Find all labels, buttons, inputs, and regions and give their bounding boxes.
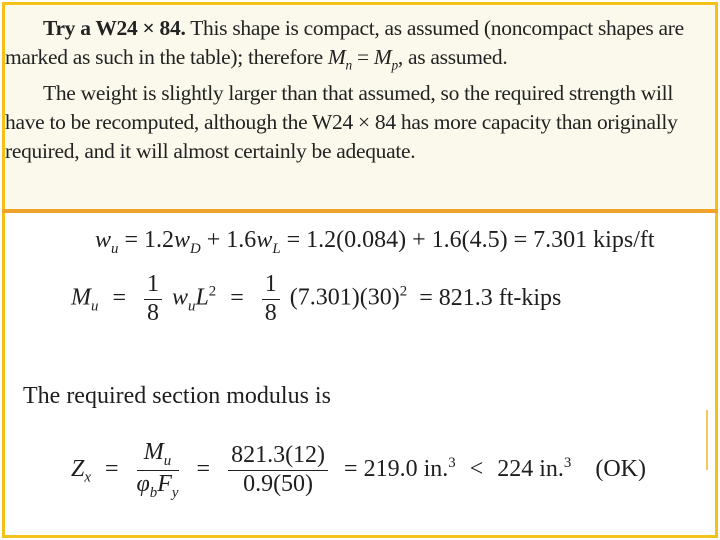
paragraph-1-body: This shape is compact, as assumed (noncompact shapes are marked as such in the table); therefore [5,16,684,69]
paragraph-1-lead: Try a W24 × 84. [43,16,186,40]
zx-symbol: Z [71,455,85,482]
span-length-symbol: L [195,284,209,311]
live-load-term: + 1.6 [206,227,257,253]
moment-equation [71,271,561,327]
equals-sign: = [230,284,244,311]
wd-subscript: D [190,240,201,257]
wu-symbol: w [95,227,112,253]
mp-subscript: p [391,57,398,73]
wl-subscript: L [272,240,281,257]
equals-sign: = [196,455,211,482]
moment-result: = 821.3 ft-kips [419,284,562,311]
equals-sign: = [104,455,119,482]
dead-load-term: = 1.2 [124,227,174,253]
one-eighth-fraction: $\frac{1}{8}$ [262,271,280,327]
mp-symbol: M [373,45,392,69]
paragraph-2: The weight is slightly larger than that assumed, so the required strength will have to be recomputed, although the W24 × 84 has more capacity than originally required, and it will almost certainly be adequate. [5,81,678,164]
factored-load-equation [95,227,655,258]
section-modulus-equation [71,439,646,502]
text-excerpt-panel [5,5,715,210]
numeric-fraction: $\frac{821.3(12)}{0.9(50)}$ [228,442,328,498]
squared-exponent: 2 [208,283,217,300]
equals-sign: = [112,284,126,311]
zx-subscript: x [84,469,91,486]
paragraph-1-end: , as assumed. [397,45,508,69]
wu-subscript: u [111,240,119,257]
one-eighth-fraction: $\frac{1}{8}$ [144,271,162,327]
squared-exponent: 2 [399,283,408,300]
moment-over-strength-fraction: $\frac{M_u}{\varphi_bF_y}$ [136,439,179,501]
paragraph-1 [5,14,715,79]
ok-check: (OK) [595,455,646,482]
moment-substitution: (7.301)(30) [289,284,400,311]
section-modulus-limit: 224 in. [497,455,564,482]
equals-sign: = [351,45,374,69]
factored-load-result: = 1.2(0.084) + 1.6(4.5) = 7.301 kips/ft [286,227,655,253]
section-modulus-statement: The required section modulus is [23,383,331,409]
less-than-sign: < [469,455,484,482]
cubed-exponent: 3 [448,454,456,471]
mu-subscript: u [91,298,99,315]
wl-symbol: w [256,227,273,253]
scan-artifact [706,410,708,470]
mn-subscript: n [345,57,352,73]
calculation-panel [5,213,715,535]
cubed-exponent: 3 [563,454,572,471]
mu-symbol: M [71,284,91,311]
wu-symbol: w [171,284,188,311]
mn-symbol: M [327,45,346,69]
wu-subscript: u [188,298,196,315]
wd-symbol: w [174,227,191,253]
section-modulus-result: = 219.0 in. [344,455,449,482]
